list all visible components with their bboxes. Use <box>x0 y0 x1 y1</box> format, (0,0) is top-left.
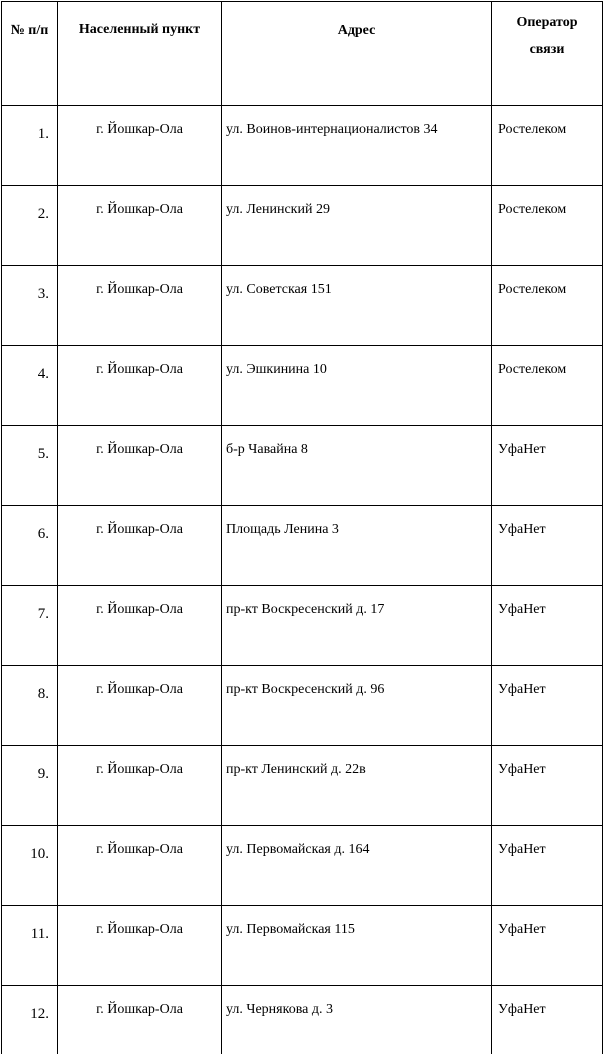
row-address-cell: Площадь Ленина 3 <box>222 506 492 586</box>
row-num-cell: 5. <box>2 426 58 506</box>
row-address-cell: б-р Чавайна 8 <box>222 426 492 506</box>
row-num-cell: 11. <box>2 906 58 986</box>
header-city: Населенный пункт <box>58 2 222 106</box>
row-address-cell: ул. Первомайская д. 164 <box>222 826 492 906</box>
row-num-cell: 12. <box>2 986 58 1054</box>
row-operator-cell: УфаНет <box>492 986 603 1054</box>
row-operator-cell: Ростелеком <box>492 346 603 426</box>
header-num: № п/п <box>2 2 58 106</box>
row-operator-cell: Ростелеком <box>492 266 603 346</box>
row-operator-cell: Ростелеком <box>492 106 603 186</box>
row-city-cell: г. Йошкар-Ола <box>58 906 222 986</box>
row-num-cell: 9. <box>2 746 58 826</box>
row-operator-cell: УфаНет <box>492 826 603 906</box>
row-address-cell: пр-кт Воскресенский д. 17 <box>222 586 492 666</box>
row-num-cell: 6. <box>2 506 58 586</box>
row-address-cell: ул. Советская 151 <box>222 266 492 346</box>
row-operator-cell: УфаНет <box>492 426 603 506</box>
table-row <box>2 586 603 666</box>
table-header-row <box>2 2 603 106</box>
table-row <box>2 186 603 266</box>
row-num-cell: 1. <box>2 106 58 186</box>
table-row <box>2 346 603 426</box>
operators-table <box>1 1 603 1054</box>
row-operator-cell: УфаНет <box>492 666 603 746</box>
row-num-cell: 4. <box>2 346 58 426</box>
row-city-cell: г. Йошкар-Ола <box>58 186 222 266</box>
row-num-cell: 7. <box>2 586 58 666</box>
table-row <box>2 666 603 746</box>
row-city-cell: г. Йошкар-Ола <box>58 266 222 346</box>
row-city-cell: г. Йошкар-Ола <box>58 826 222 906</box>
table-row <box>2 106 603 186</box>
row-address-cell: ул. Чернякова д. 3 <box>222 986 492 1054</box>
header-operator-line2: связи <box>492 36 602 63</box>
row-address-cell: пр-кт Воскресенский д. 96 <box>222 666 492 746</box>
row-city-cell: г. Йошкар-Ола <box>58 746 222 826</box>
row-address-cell: ул. Воинов-интернационалистов 34 <box>222 106 492 186</box>
row-address-cell: ул. Ленинский 29 <box>222 186 492 266</box>
table-row <box>2 506 603 586</box>
row-address-cell: ул. Эшкинина 10 <box>222 346 492 426</box>
row-city-cell: г. Йошкар-Ола <box>58 586 222 666</box>
row-num-cell: 3. <box>2 266 58 346</box>
row-num-cell: 10. <box>2 826 58 906</box>
row-city-cell: г. Йошкар-Ола <box>58 986 222 1054</box>
row-city-cell: г. Йошкар-Ола <box>58 506 222 586</box>
table-row <box>2 826 603 906</box>
table-row <box>2 426 603 506</box>
table-row <box>2 906 603 986</box>
row-operator-cell: Ростелеком <box>492 186 603 266</box>
row-city-cell: г. Йошкар-Ола <box>58 426 222 506</box>
header-address: Адрес <box>222 2 492 106</box>
row-operator-cell: УфаНет <box>492 746 603 826</box>
header-operator <box>492 2 603 106</box>
table-row <box>2 266 603 346</box>
row-operator-cell: УфаНет <box>492 506 603 586</box>
row-city-cell: г. Йошкар-Ола <box>58 106 222 186</box>
table-row <box>2 986 603 1054</box>
row-address-cell: пр-кт Ленинский д. 22в <box>222 746 492 826</box>
header-operator-line1: Оператор <box>492 9 602 36</box>
row-city-cell: г. Йошкар-Ола <box>58 346 222 426</box>
row-operator-cell: УфаНет <box>492 906 603 986</box>
row-num-cell: 2. <box>2 186 58 266</box>
row-city-cell: г. Йошкар-Ола <box>58 666 222 746</box>
row-operator-cell: УфаНет <box>492 586 603 666</box>
row-address-cell: ул. Первомайская 115 <box>222 906 492 986</box>
row-num-cell: 8. <box>2 666 58 746</box>
